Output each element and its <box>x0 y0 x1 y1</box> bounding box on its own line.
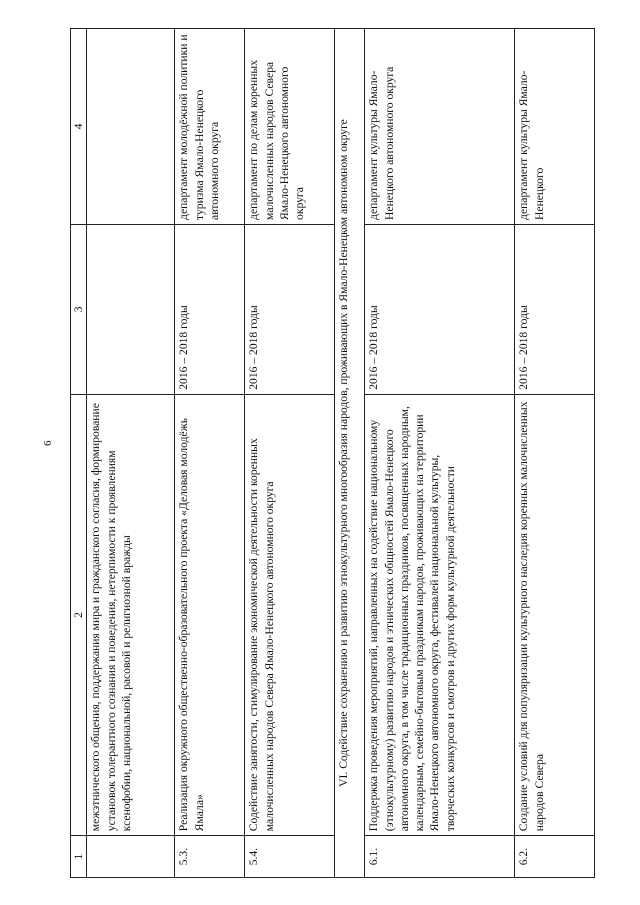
row-term: 2016 – 2018 годы <box>245 224 335 394</box>
table-header-row <box>71 29 87 878</box>
row-number: 5.3. <box>175 836 245 878</box>
section-row <box>335 29 365 878</box>
header-cell: 2 <box>71 394 87 835</box>
row-term: 2016 – 2018 годы <box>175 224 245 394</box>
row-text: Содействие занятости, стимулирование экономической деятельности коренных малочисленных народов Севера Ямало-Ненецкого автономного округа <box>245 394 335 835</box>
row-executor: департамент по делам коренных малочисленных народов Севера Ямало-Ненецкого автономного округа <box>245 29 335 225</box>
table-row <box>87 29 175 878</box>
header-cell: 1 <box>71 836 87 878</box>
row-number: 6.2. <box>515 836 595 878</box>
measures-table <box>70 28 595 878</box>
row-number <box>87 836 175 878</box>
page-number: 6 <box>42 440 54 446</box>
row-executor: департамент культуры Ямало-Ненецкого автономного округа <box>365 29 515 225</box>
row-term: 2016 – 2018 годы <box>515 224 595 394</box>
row-text: Поддержка проведения мероприятий, направленных на содействие национальному (этнокультурному) развитию народов и этнических общностей Ямало-Ненецкого автономного округа, в том числе традиционных праздников, посвященных народным, календарным, семейно-бытовым праздникам народов, проживающих на территории Ямало-Ненецкого автономного округа, фестивалей национальной культуры, творческих конкурсов и смотров и других форм культурной деятельности <box>365 394 515 835</box>
header-cell: 4 <box>71 29 87 225</box>
row-term: 2016 – 2018 годы <box>365 224 515 394</box>
row-number: 5.4. <box>245 836 335 878</box>
rotated-document <box>70 28 595 878</box>
table-row <box>245 29 335 878</box>
row-text: Создание условий для популяризации культурного наследия коренных малочисленных народов Севера <box>515 394 595 835</box>
row-number: 6.1. <box>365 836 515 878</box>
table-row <box>365 29 515 878</box>
row-executor: департамент культуры Ямало-Ненецкого <box>515 29 595 225</box>
table-row <box>515 29 595 878</box>
header-cell: 3 <box>71 224 87 394</box>
row-executor <box>87 29 175 225</box>
table-row <box>175 29 245 878</box>
row-text: межэтнического общения, поддержания мира и гражданского согласия, формирование установок толерантного сознания и поведения, нетерпимости к проявлениям ксенофобии, национальной, расовой и религиозной вражды <box>87 394 175 835</box>
row-term <box>87 224 175 394</box>
row-executor: департамент молодёжной политики и туризма Ямало-Ненецкого автономного округа <box>175 29 245 225</box>
section-title: VI. Содействие сохранению и развитию этнокультурного многообразия народов, проживающих в Ямало-Ненецком автономном округе <box>335 29 365 878</box>
row-text: Реализация окружного общественно-образовательного проекта «Деловая молодёжь Ямала» <box>175 394 245 835</box>
